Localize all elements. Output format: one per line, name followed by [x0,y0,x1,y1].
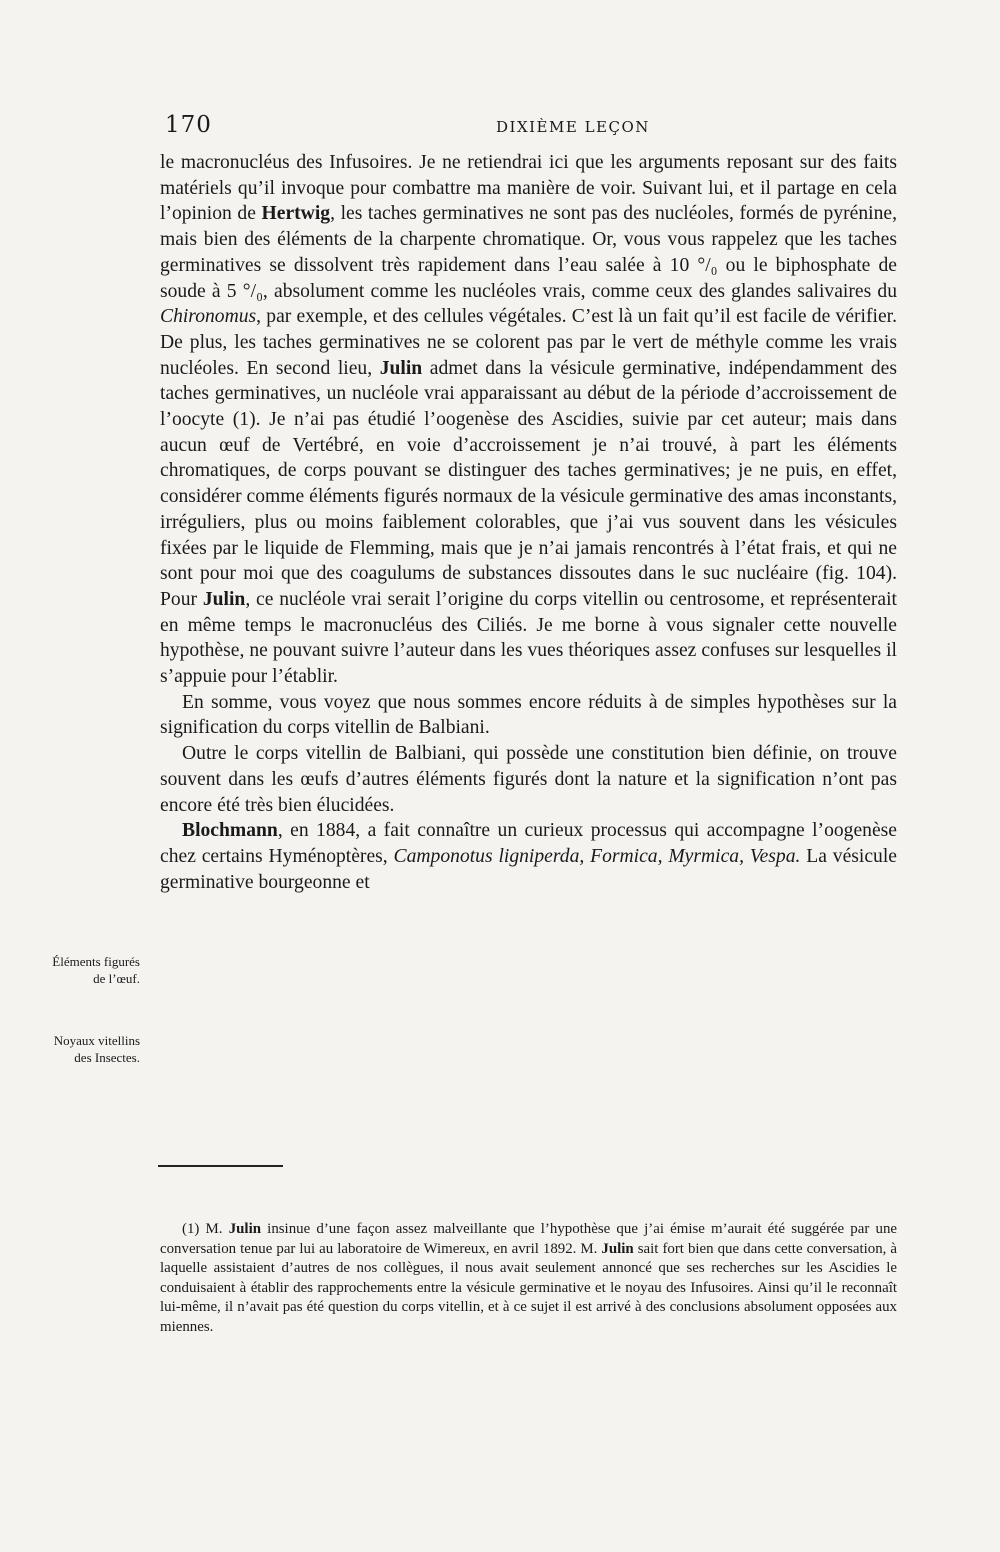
footnote [160,1220,897,1337]
author-name: Blochmann [182,820,278,842]
author-name: Julin [601,1240,634,1257]
margin-note-noyaux: Noyaux vitellins des Insectes. [53,1033,140,1065]
author-name: Julin [379,357,423,379]
page-number: 170 [165,112,212,138]
paragraph-3: Outre le corps vitellin de Balbiani, qui possède une constitution bien définie, on trouve souvent dans les œufs d’autres éléments figurés dont la nature et la signification n’ont pas encore été très bien élucidées. [160,743,897,816]
paragraph-2: En somme, vous voyez que nous sommes encore réduits à de simples hypothèses sur la signification du corps vitellin de Balbiani. [160,691,897,739]
species-name: Chironomus [160,306,257,328]
author-name: Hertwig [261,203,331,225]
author-name: Julin [228,1221,261,1237]
footnote-text: (1) M. Julin insinue d’une façon assez malveillante que l’hypothèse que j’ai émise m’aurait été suggérée par une conversation tenue par lui au laboratoire de Wimereux, en avril 1892. M. Julin sait fort bien que dans cette conversation, à laquelle assistaient d’autres de nos collègues, il nous avait seulement annoncé que ses recherches sur les Ascidies le conduisaient à établir des rapprochements entre la vésicule germinative et le noyau des Infusoires. Ainsi qu’il le reconnaît lui-même, il n’avait pas été question du corps vitellin, et à ce sujet il est arrivé à des conclusions absolument opposées aux miennes. [160,1221,898,1335]
paragraph-4: Blochmann, en 1884, a fait connaître un curieux processus qui accompagne l’oogenèse chez certains Hyménoptères, Camponotus ligniperda, Formica, Myrmica, Vespa. La vésicule germinative bourgeonne et [160,820,897,893]
running-head [0,112,1000,142]
paragraph-1: le macronucléus des Infusoires. Je ne retiendrai ici que les arguments reposant sur des faits matériels qu’il invoque pour combattre ma manière de voir. Suivant lui, et il partage en cela l’opinion de Hertwig, les taches germinatives ne sont pas des nucléoles, formés de pyrénine, mais bien des éléments de la charpente chromatique. Or, vous vous rappelez que les taches germinatives se dissolvent très rapidement dans l’eau salée à 10 °/₀ ou le biphosphate de soude à 5 °/₀, absolument comme les nucléoles vrais, comme ceux des glandes salivaires du Chironomus, par exemple, et des cellules végétales. C’est là un fait qu’il est facile de vérifier. De plus, les taches germinatives ne se colorent pas par le vert de méthyle comme les vrais nucléoles. En second lieu, Julin admet dans la vésicule germinative, indépendamment des taches germinatives, un nucléole vrai apparaissant au début de la période d’accroissement de l’oocyte (1). Je n’ai pas étudié l’oogenèse des Ascidies, suivie par cet auteur; mais dans aucun œuf de Vertébré, en voie d’accroissement je n’ai trouvé, à part les éléments chromatiques, de corps pouvant se distinguer des taches germinatives; je ne puis, en effet, considérer comme éléments figurés normaux de la vésicule germinative des amas inconstants, irréguliers, plus ou moins faiblement colorables, que j’ai vus souvent dans les vésicules fixées par le liquide de Flemming, mais que je n’ai jamais rencontrés à l’état frais, et qui ne sont pour moi que des coagulums de substances dissoutes dans le suc nucléaire (fig. 104). Pour Julin, ce nucléole vrai serait l’origine du corps vitellin ou centrosome, et représenterait en même temps le macronucléus des Ciliés. Je me borne à vous signaler cette nouvelle hypothèse, ne pouvant suivre l’auteur dans les vues théoriques assez confuses sur lesquelles il s’appuie pour l’établir. [160,152,898,688]
footnote-divider [158,1165,283,1167]
author-name: Julin [202,588,246,610]
chapter-title: DIXIÈME LEÇON [496,118,650,136]
main-text [160,150,897,895]
margin-note-elements: Éléments figurés de l’œuf. [52,954,140,986]
species-names: Camponotus ligniperda, Formica, Myrmica, Vespa. [393,845,801,867]
